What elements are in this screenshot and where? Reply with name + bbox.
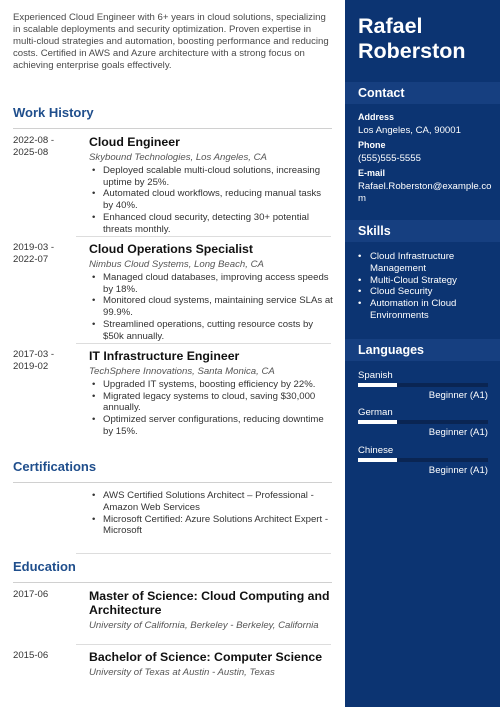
language-name: Chinese [358, 445, 394, 456]
language-name: Spanish [358, 370, 393, 381]
job-company: Nimbus Cloud Systems, Long Beach, CA [89, 259, 264, 270]
work-history-section-header [13, 105, 332, 129]
language-entry [358, 407, 488, 439]
language-entry [358, 370, 488, 402]
job-dates: 2019-03 - 2022-07 [13, 242, 55, 265]
language-level: Beginner (A1) [428, 427, 488, 438]
skill-item: • Cloud Security [358, 286, 498, 298]
education-date: 2017-06 [13, 589, 49, 600]
job-bullet: • Migrated legacy systems to cloud, saving $30,000 annually. [89, 391, 333, 415]
email-value: Rafael.Roberston@example.com [358, 181, 492, 204]
job-bullet: • Monitored cloud systems, maintaining service SLAs at 99.9%. [89, 295, 333, 319]
entry-divider [76, 343, 331, 344]
language-proficiency-bar [358, 420, 488, 424]
skill-item: • Multi-Cloud Strategy [358, 275, 498, 287]
job-title: Cloud Engineer [89, 135, 180, 149]
job-company: TechSphere Innovations, Santa Monica, CA [89, 366, 275, 377]
education-title: Education [13, 559, 76, 574]
contact-section-header [345, 82, 500, 104]
phone-value: (555)555-5555 [358, 153, 421, 164]
contact-phone [358, 140, 498, 165]
entry-divider [76, 553, 331, 554]
education-details [89, 650, 333, 679]
entry-divider [76, 236, 331, 237]
skill-item: • Cloud Infrastructure Management [358, 251, 498, 275]
job-bullet: • Optimized server configurations, reducing downtime by 15%. [89, 414, 333, 438]
certification-item: • AWS Certified Solutions Architect – Professional - Amazon Web Services [89, 490, 333, 514]
education-details [89, 589, 333, 632]
job-bullet: • Upgraded IT systems, boosting efficiency by 22%. [89, 379, 333, 391]
job-title: IT Infrastructure Engineer [89, 349, 240, 363]
section-divider [13, 482, 332, 483]
education-date: 2015-06 [13, 650, 49, 661]
languages-section-header [345, 339, 500, 361]
work-history-title: Work History [13, 105, 94, 120]
contact-title: Contact [358, 86, 405, 100]
language-level: Beginner (A1) [428, 390, 488, 401]
section-divider [13, 128, 332, 129]
language-proficiency-fill [358, 383, 397, 387]
job-details [89, 242, 333, 343]
skills-section-header [345, 220, 500, 242]
language-name: German [358, 407, 393, 418]
language-proficiency-fill [358, 420, 397, 424]
job-details [89, 349, 333, 438]
degree-title: Bachelor of Science: Computer Science [89, 650, 323, 664]
skills-title: Skills [358, 224, 391, 238]
certifications-body [89, 489, 333, 537]
job-title: Cloud Operations Specialist [89, 242, 253, 256]
certification-bullets [89, 490, 333, 537]
education-section-header [13, 559, 332, 583]
address-label: Address [358, 112, 395, 122]
languages-title: Languages [358, 343, 424, 357]
job-bullets [89, 379, 333, 438]
job-company: Skybound Technologies, Los Angeles, CA [89, 152, 267, 163]
certification-item: • Microsoft Certified: Azure Solutions Architect Expert - Microsoft [89, 514, 333, 538]
language-proficiency-bar [358, 383, 488, 387]
skills-list [358, 251, 498, 322]
section-divider [13, 582, 332, 583]
job-bullets [89, 272, 333, 343]
certifications-section-header [13, 459, 332, 483]
candidate-name: Rafael Roberston [358, 14, 466, 63]
address-value: Los Angeles, CA, 90001 [358, 125, 461, 136]
job-dates: 2017-03 - 2019-02 [13, 349, 55, 372]
skill-item: • Automation in Cloud Environments [358, 298, 498, 322]
entry-divider [76, 644, 331, 645]
school-name: University of California, Berkeley - Berkeley, California [89, 620, 319, 631]
sidebar [345, 0, 500, 707]
job-dates: 2022-08 - 2025-08 [13, 135, 55, 158]
job-details [89, 135, 333, 236]
professional-summary: Experienced Cloud Engineer with 6+ years in cloud solutions, specializing in scalable deployments and security optimization. Proven expertise in multi-cloud strategies and automation, boosting performance and reducing costs. Certified in AWS and Azure architecture with a strong focus on achieving enterprise goals effectively. [13, 12, 329, 71]
job-bullets [89, 165, 333, 236]
degree-title: Master of Science: Cloud Computing and Architecture [89, 589, 330, 617]
contact-email [358, 168, 498, 205]
school-name: University of Texas at Austin - Austin, Texas [89, 667, 275, 678]
contact-address [358, 112, 498, 137]
language-proficiency-bar [358, 458, 488, 462]
job-bullet: • Managed cloud databases, improving access speeds by 18%. [89, 272, 333, 296]
language-entry [358, 445, 488, 477]
phone-label: Phone [358, 140, 386, 150]
language-proficiency-fill [358, 458, 397, 462]
job-bullet: • Automated cloud workflows, reducing manual tasks by 40%. [89, 188, 333, 212]
certifications-title: Certifications [13, 459, 97, 474]
job-bullet: • Streamlined operations, cutting resource costs by $50k annually. [89, 319, 333, 343]
job-bullet: • Enhanced cloud security, detecting 30+ potential threats monthly. [89, 212, 333, 236]
job-bullet: • Deployed scalable multi-cloud solutions, increasing uptime by 25%. [89, 165, 333, 189]
language-level: Beginner (A1) [428, 465, 488, 476]
email-label: E-mail [358, 168, 386, 178]
